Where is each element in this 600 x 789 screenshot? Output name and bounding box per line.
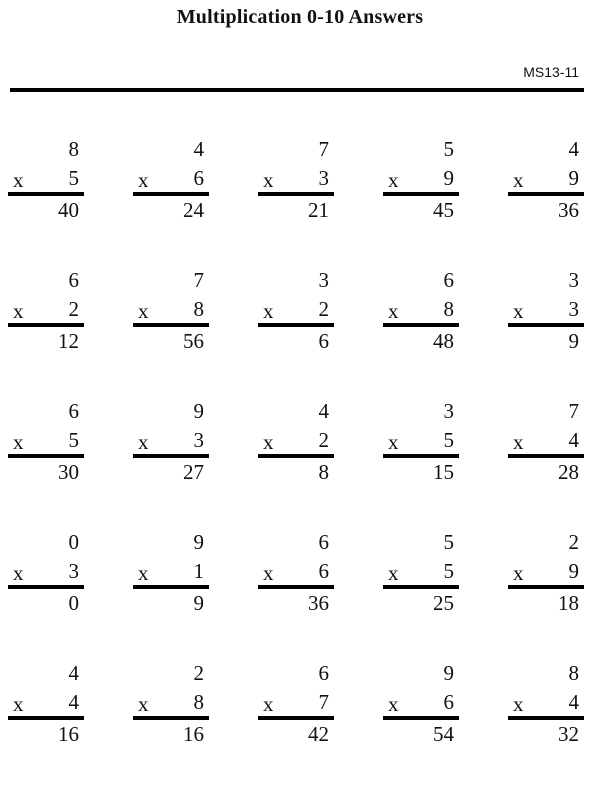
multiply-sign: x bbox=[388, 692, 399, 716]
multiply-sign: x bbox=[138, 168, 149, 192]
multiply-sign: x bbox=[513, 561, 524, 585]
multiplicand: 6 bbox=[318, 661, 329, 685]
answer-line bbox=[133, 323, 209, 327]
multiply-sign: x bbox=[138, 692, 149, 716]
multiplicand: 2 bbox=[568, 530, 579, 554]
multiplication-problem bbox=[383, 134, 459, 254]
multiplication-problem bbox=[508, 396, 584, 516]
multiply-sign: x bbox=[138, 299, 149, 323]
multiply-sign: x bbox=[388, 430, 399, 454]
header-divider bbox=[10, 88, 584, 92]
multiplication-problem bbox=[383, 265, 459, 385]
multiplication-problem bbox=[258, 134, 334, 254]
answer-line bbox=[383, 192, 459, 196]
multiplier: 2 bbox=[318, 428, 329, 452]
multiplicand: 6 bbox=[68, 268, 79, 292]
multiplier: 2 bbox=[68, 297, 79, 321]
multiplication-problem bbox=[8, 658, 84, 778]
multiplicand: 3 bbox=[443, 399, 454, 423]
multiply-sign: x bbox=[263, 430, 274, 454]
product-answer: 16 bbox=[183, 722, 204, 746]
multiplier: 4 bbox=[568, 428, 579, 452]
product-answer: 42 bbox=[308, 722, 329, 746]
multiplication-problem bbox=[258, 265, 334, 385]
multiplication-problem bbox=[258, 658, 334, 778]
multiplier: 3 bbox=[318, 166, 329, 190]
multiply-sign: x bbox=[263, 692, 274, 716]
answer-line bbox=[133, 192, 209, 196]
answer-line bbox=[258, 323, 334, 327]
multiply-sign: x bbox=[388, 168, 399, 192]
product-answer: 28 bbox=[558, 460, 579, 484]
multiplicand: 8 bbox=[68, 137, 79, 161]
multiplier: 5 bbox=[68, 166, 79, 190]
multiplicand: 4 bbox=[568, 137, 579, 161]
multiply-sign: x bbox=[513, 692, 524, 716]
multiply-sign: x bbox=[13, 299, 24, 323]
multiplicand: 4 bbox=[193, 137, 204, 161]
multiplication-problem bbox=[133, 658, 209, 778]
multiplier: 3 bbox=[193, 428, 204, 452]
answer-line bbox=[258, 192, 334, 196]
answer-line bbox=[133, 716, 209, 720]
product-answer: 0 bbox=[68, 591, 79, 615]
problem-row bbox=[0, 658, 600, 789]
problem-grid bbox=[0, 134, 600, 789]
answer-line bbox=[383, 585, 459, 589]
multiplier: 6 bbox=[193, 166, 204, 190]
page-title: Multiplication 0-10 Answers bbox=[176, 6, 424, 28]
multiplication-problem bbox=[8, 527, 84, 647]
multiplicand: 2 bbox=[193, 661, 204, 685]
answer-line bbox=[508, 323, 584, 327]
multiplicand: 9 bbox=[443, 661, 454, 685]
multiplier: 9 bbox=[568, 559, 579, 583]
product-answer: 54 bbox=[433, 722, 454, 746]
multiplicand: 7 bbox=[193, 268, 204, 292]
answer-line bbox=[133, 454, 209, 458]
multiplicand: 5 bbox=[443, 137, 454, 161]
multiplicand: 5 bbox=[443, 530, 454, 554]
answer-line bbox=[508, 716, 584, 720]
multiplication-problem bbox=[508, 265, 584, 385]
multiply-sign: x bbox=[388, 561, 399, 585]
multiplicand: 6 bbox=[443, 268, 454, 292]
multiplier: 8 bbox=[443, 297, 454, 321]
multiply-sign: x bbox=[263, 299, 274, 323]
multiply-sign: x bbox=[13, 430, 24, 454]
multiplication-problem bbox=[258, 527, 334, 647]
multiplication-problem bbox=[383, 658, 459, 778]
multiplier: 9 bbox=[443, 166, 454, 190]
multiply-sign: x bbox=[513, 430, 524, 454]
answer-line bbox=[383, 323, 459, 327]
multiply-sign: x bbox=[388, 299, 399, 323]
multiplier: 6 bbox=[318, 559, 329, 583]
multiplication-problem bbox=[508, 134, 584, 254]
multiply-sign: x bbox=[138, 430, 149, 454]
product-answer: 9 bbox=[193, 591, 204, 615]
answer-line bbox=[133, 585, 209, 589]
product-answer: 30 bbox=[58, 460, 79, 484]
product-answer: 12 bbox=[58, 329, 79, 353]
product-answer: 6 bbox=[318, 329, 329, 353]
multiplication-problem bbox=[508, 527, 584, 647]
multiplication-problem bbox=[8, 134, 84, 254]
answer-line bbox=[258, 716, 334, 720]
multiplication-problem bbox=[508, 658, 584, 778]
multiplicand: 9 bbox=[193, 530, 204, 554]
multiplier: 2 bbox=[318, 297, 329, 321]
multiply-sign: x bbox=[513, 299, 524, 323]
answer-line bbox=[8, 323, 84, 327]
multiplication-problem bbox=[133, 265, 209, 385]
multiplicand: 3 bbox=[318, 268, 329, 292]
multiplication-problem bbox=[133, 396, 209, 516]
multiply-sign: x bbox=[13, 692, 24, 716]
product-answer: 48 bbox=[433, 329, 454, 353]
multiplicand: 4 bbox=[68, 661, 79, 685]
answer-line bbox=[508, 192, 584, 196]
product-answer: 9 bbox=[568, 329, 579, 353]
multiplier: 5 bbox=[443, 559, 454, 583]
problem-row bbox=[0, 265, 600, 396]
product-answer: 8 bbox=[318, 460, 329, 484]
multiplication-problem bbox=[8, 396, 84, 516]
answer-line bbox=[383, 454, 459, 458]
product-answer: 25 bbox=[433, 591, 454, 615]
answer-line bbox=[8, 192, 84, 196]
product-answer: 36 bbox=[558, 198, 579, 222]
product-answer: 24 bbox=[183, 198, 204, 222]
multiplicand: 7 bbox=[568, 399, 579, 423]
multiplier: 1 bbox=[193, 559, 204, 583]
multiplier: 8 bbox=[193, 297, 204, 321]
answer-line bbox=[383, 716, 459, 720]
multiply-sign: x bbox=[513, 168, 524, 192]
multiplicand: 4 bbox=[318, 399, 329, 423]
problem-row bbox=[0, 396, 600, 527]
problem-row bbox=[0, 134, 600, 265]
multiplier: 8 bbox=[193, 690, 204, 714]
multiplier: 3 bbox=[68, 559, 79, 583]
worksheet-code: MS13-11 bbox=[523, 64, 579, 80]
multiply-sign: x bbox=[138, 561, 149, 585]
multiplicand: 9 bbox=[193, 399, 204, 423]
multiplier: 4 bbox=[68, 690, 79, 714]
multiplier: 5 bbox=[68, 428, 79, 452]
multiply-sign: x bbox=[263, 168, 274, 192]
multiplication-problem bbox=[383, 527, 459, 647]
multiplicand: 7 bbox=[318, 137, 329, 161]
multiplicand: 3 bbox=[568, 268, 579, 292]
multiply-sign: x bbox=[13, 561, 24, 585]
multiplication-problem bbox=[133, 134, 209, 254]
product-answer: 16 bbox=[58, 722, 79, 746]
multiplication-problem bbox=[8, 265, 84, 385]
answer-line bbox=[8, 716, 84, 720]
answer-line bbox=[258, 585, 334, 589]
product-answer: 15 bbox=[433, 460, 454, 484]
product-answer: 40 bbox=[58, 198, 79, 222]
multiplication-problem bbox=[133, 527, 209, 647]
multiplier: 6 bbox=[443, 690, 454, 714]
multiplicand: 6 bbox=[68, 399, 79, 423]
multiplicand: 0 bbox=[68, 530, 79, 554]
product-answer: 56 bbox=[183, 329, 204, 353]
answer-line bbox=[508, 454, 584, 458]
multiplication-problem bbox=[258, 396, 334, 516]
answer-line bbox=[258, 454, 334, 458]
answer-line bbox=[508, 585, 584, 589]
multiplicand: 8 bbox=[568, 661, 579, 685]
problem-row bbox=[0, 527, 600, 658]
multiplicand: 6 bbox=[318, 530, 329, 554]
multiplier: 7 bbox=[318, 690, 329, 714]
product-answer: 21 bbox=[308, 198, 329, 222]
multiplier: 9 bbox=[568, 166, 579, 190]
multiplier: 5 bbox=[443, 428, 454, 452]
multiplier: 4 bbox=[568, 690, 579, 714]
multiplication-problem bbox=[383, 396, 459, 516]
product-answer: 18 bbox=[558, 591, 579, 615]
product-answer: 27 bbox=[183, 460, 204, 484]
answer-line bbox=[8, 585, 84, 589]
product-answer: 32 bbox=[558, 722, 579, 746]
multiply-sign: x bbox=[13, 168, 24, 192]
product-answer: 45 bbox=[433, 198, 454, 222]
product-answer: 36 bbox=[308, 591, 329, 615]
multiplier: 3 bbox=[568, 297, 579, 321]
multiply-sign: x bbox=[263, 561, 274, 585]
answer-line bbox=[8, 454, 84, 458]
